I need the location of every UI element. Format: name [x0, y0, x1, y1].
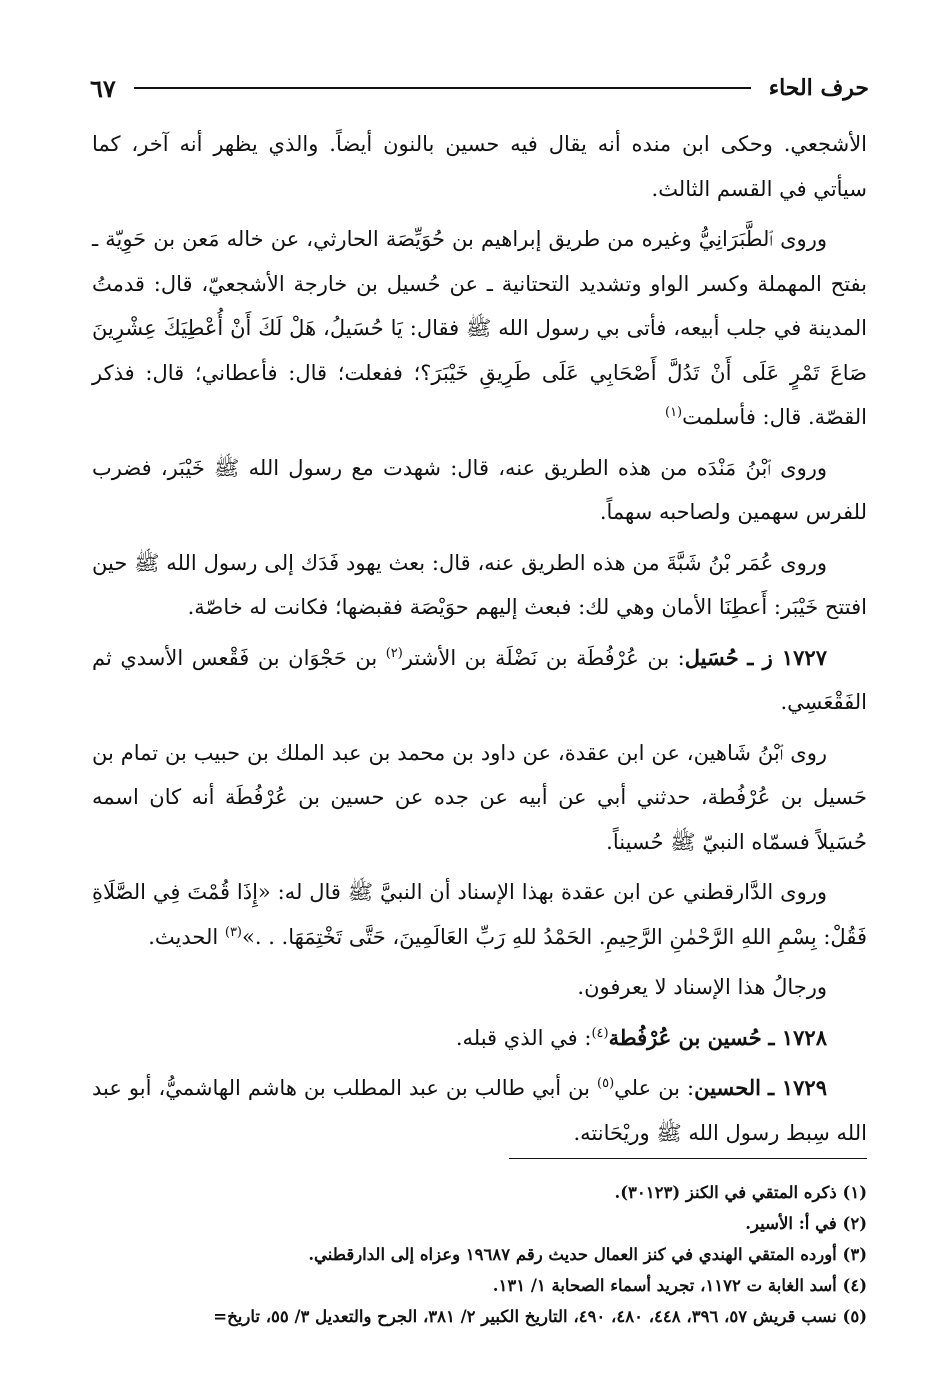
footnote-ref: (٣) [224, 924, 242, 940]
footnote-ref: (٥) [597, 1076, 615, 1091]
paragraph: وروى ٱلطَّبَرَانِيُّ وغيره من طريق إبراهيم بن حُوَيِّصَة الحارثي، عن خاله مَعن بن حَوِيّة ـ بفتح المهملة وكسر الواو وتشديد التحتانية ـ عن حُسيل بن خارجة الأشجعيّ، قال: قدمتُ المدينة في جلب أبيعه، فأتى بي رسول الله ﷺ فقال: يَا حُسَيلُ، هَلْ لَكَ أَنْ أُعْطِيَكَ عِشْرِينَ صَاعَ تَمْرٍ عَلَى أَنْ تَدُلَّ أَصْحَابِي عَلَى طَرِيقِ خَيْبَرَ؟؛ ففعلت؛ قال: فأعطاني؛ قال: فذكر القصّة. قال: فأسلمت$^{(١)}$ [92, 227, 867, 429]
entry-number: ١٧٢٩ ـ [768, 1075, 827, 1100]
footnote-1: (١) ذكره المتقي في الكنز (٣٠١٢٣). [614, 1183, 867, 1202]
paragraph: وروى الدَّارقطني عن ابن عقدة بهذا الإسناد أن النبيَّ ﷺ قال له: «إِذَا قُمْتَ فِي الصَّلَاةِ فَقُلْ: بِسْمِ اللهِ الرَّحْمٰنِ الرَّحِيمِ. الحَمْدُ للهِ رَبِّ العَالَمِينَ، حَتَّى تَخْتِمَهَا. . .»$^{(٣)}$ الحديث. [92, 880, 867, 949]
header-rule [134, 87, 751, 89]
entry-1728: ١٧٢٨ ـ حُسين بن عُرْفُطة$^{(٤)}$: في الذي قبله. [455, 1024, 827, 1050]
paragraph: وروى ٱبْنُ مَنْدَه من هذه الطريق عنه، قال: شهدت مع رسول الله ﷺ خَيْبَر، فضرب للفرس سهمين ولصاحبه سهماً. [92, 455, 867, 524]
entry-1729: ١٧٢٩ ـ الحسين: بن علي$^{(٥)}$ بن أبي طالب بن عبد المطلب بن هاشم الهاشميُّ، أبو عبد الله سِبط رسول الله ﷺ وريْحَانته. [92, 1075, 867, 1145]
footnote-3: (٣) أورده المتقي الهندي في كنز العمال حديث رقم ١٩٦٨٧ وعزاه إلى الدارقطني. [308, 1245, 867, 1264]
footnote-ref: (٤) [591, 1025, 609, 1041]
running-title: حرف الحاء [768, 75, 869, 101]
paragraph: وروى عُمَر بْنُ شَبَّةَ من هذه الطريق عنه، قال: بعث يهود فَدَك إلى رسول الله ﷺ حين افتتح خَيْبَر: أَعطِنَا الأمان وهي لك: فبعث إليهم حوَيْصَة فقبضها؛ فكانت له خاصّة. [92, 550, 867, 619]
footnotes [80, 1177, 867, 1332]
footnote-ref: (١) [664, 405, 683, 420]
footnote-5: (٥) نسب قريش ٥٧، ٣٩٦، ٤٤٨، ٤٨٠، ٤٩٠، التاريخ الكبير ٢/ ٣٨١، الجرح والتعديل ٣/ ٥٥، تاريخ= [213, 1307, 867, 1326]
footnote-2: (٢) في أ: الأسير. [745, 1214, 867, 1233]
entry-name: الحسين [694, 1075, 761, 1100]
entry-name: حُسَيل [684, 644, 739, 670]
footnote-4: (٤) أسد الغابة ت ١١٧٢، تجريد أسماء الصحابة ١/ ١٣١. [492, 1276, 867, 1295]
entry-number: ١٧٢٨ ـ [768, 1024, 827, 1050]
main-text [92, 122, 867, 1161]
page-number: ٦٧ [90, 73, 116, 103]
paragraph: ورجالُ هذا الإسناد لا يعرفون. [577, 975, 827, 999]
footnote-divider [509, 1158, 867, 1159]
entry-number: ١٧٢٧ ز ـ [747, 644, 827, 670]
entry-name: حُسين بن عُرْفُطة [608, 1024, 762, 1050]
footnote-ref: (٢) [385, 645, 403, 661]
entry-1727: ١٧٢٧ ز ـ حُسَيل: بن عُرْفُطَة بن نَضْلَة بن الأشتر$^{(٢)}$ بن حَجْوَان بن فَقْعس الأسدي ثم الفَقْعَسِي. [92, 644, 867, 714]
page-header [90, 68, 869, 108]
paragraph: روى ٱبْنُ شَاهين، عن ابن عقدة، عن داود بن محمد بن عبد الملك بن حبيب بن تمام بن حَسيل بن عُرْفُطة، حدثني أبي عن أبيه عن جده عن حسين بن عُرْفُطَة أنه كان اسمه حُسَيلاً فسمّاه النبيّ ﷺ حُسيناً. [92, 740, 867, 854]
paragraph: الأشجعي. وحكى ابن منده أنه يقال فيه حسين بالنون أيضاً. والذي يظهر أنه آخر، كما سيأتي في القسم الثالث. [92, 132, 867, 201]
